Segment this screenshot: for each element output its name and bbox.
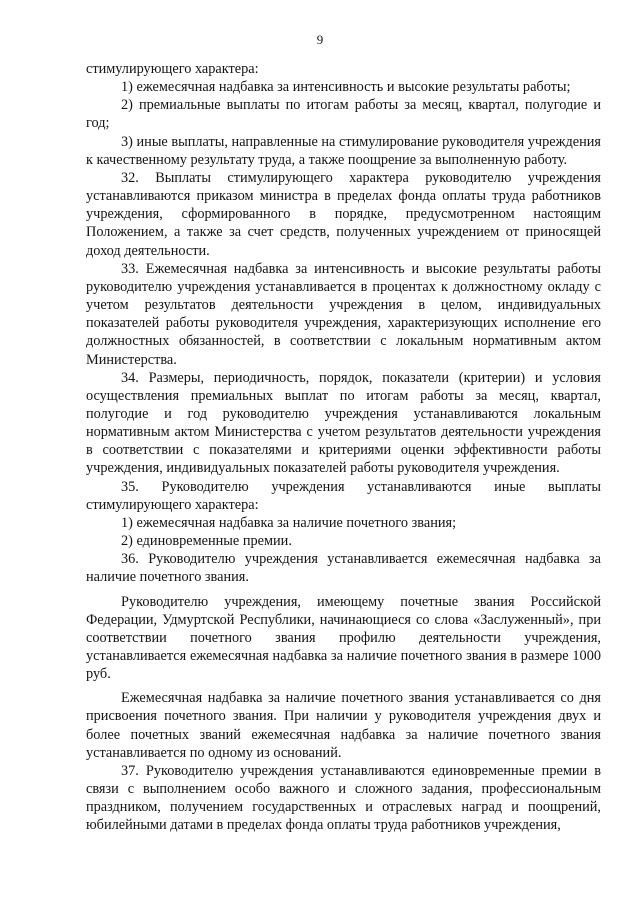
page-number: 9 bbox=[316, 32, 324, 47]
list-item-3: 3) иные выплаты, направленные на стимулирование руководителя учреждения к качественному результату труда, а также поощрение за выполненную работу. bbox=[86, 133, 601, 168]
clause-34: 34. Размеры, периодичность, порядок, показатели (критерии) и условия осуществления премиальных выплат по итогам работы за месяц, квартал, полугодие и год руководителю учреждения устанавливаются локальным нормативным актом Министерства с учетом результатов деятельности учреждения в соответствии с показателями и критериями оценки эффективности работы учреждения, индивидуальных показателей работы руководителя учреждения. bbox=[86, 369, 601, 477]
clause-33: 33. Ежемесячная надбавка за интенсивность и высокие результаты работы руководителю учреждения устанавливается в процентах к должностному окладу с учетом результатов деятельности учреждения в целом, индивидуальных показателей работы руководителя учреждения, характеризующих исполнение его должностных обязанностей, в соответствии с локальным нормативным актом Министерства. bbox=[86, 260, 601, 368]
list-item-2: 2) премиальные выплаты по итогам работы за месяц, квартал, полугодие и год; bbox=[86, 97, 601, 132]
clause-35: 35. Руководителю учреждения устанавливаются иные выплаты стимулирующего характера: bbox=[86, 478, 601, 513]
clause-36-paragraph-3: Ежемесячная надбавка за наличие почетного звания устанавливается со дня присвоения почетного звания. При наличии у руководителя учреждения двух и более почетных званий ежемесячная надбавка за наличие почетного звания устанавливается по одному из оснований. bbox=[86, 690, 601, 761]
clause-36: 36. Руководителю учреждения устанавливается ежемесячная надбавка за наличие почетного звания. bbox=[86, 551, 601, 586]
paragraph-continuation: стимулирующего характера: bbox=[86, 61, 259, 77]
clause-36-paragraph-2: Руководителю учреждения, имеющему почетные звания Российской Федерации, Удмуртской Республики, начинающиеся со слова «Заслуженный», при соответствии почетного звания профилю деятельности учреждения, устанавливается ежемесячная надбавка за наличие почетного звания в размере 1000 руб. bbox=[86, 593, 601, 683]
clause-32: 32. Выплаты стимулирующего характера руководителю учреждения устанавливаются приказом министра в пределах фонда оплаты труда работников учреждения, сформированного в порядке, предусмотренном настоящим Положением, а также за счет средств, полученных учреждением от приносящей доход деятельности. bbox=[86, 169, 601, 259]
clause-35-item-2: 2) единовременные премии. bbox=[121, 533, 292, 550]
clause-35-item-1: 1) ежемесячная надбавка за наличие почетного звания; bbox=[121, 514, 457, 531]
document-body bbox=[86, 60, 601, 835]
clause-37: 37. Руководителю учреждения устанавливаются единовременные премии в связи с выполнением особо важного и сложного задания, профессиональным праздником, получением государственных и отраслевых наград и поощрений, юбилейными датами в пределах фонда оплаты труда работников учреждения, bbox=[86, 762, 601, 834]
list-item-1: 1) ежемесячная надбавка за интенсивность и высокие результаты работы; bbox=[121, 79, 571, 96]
